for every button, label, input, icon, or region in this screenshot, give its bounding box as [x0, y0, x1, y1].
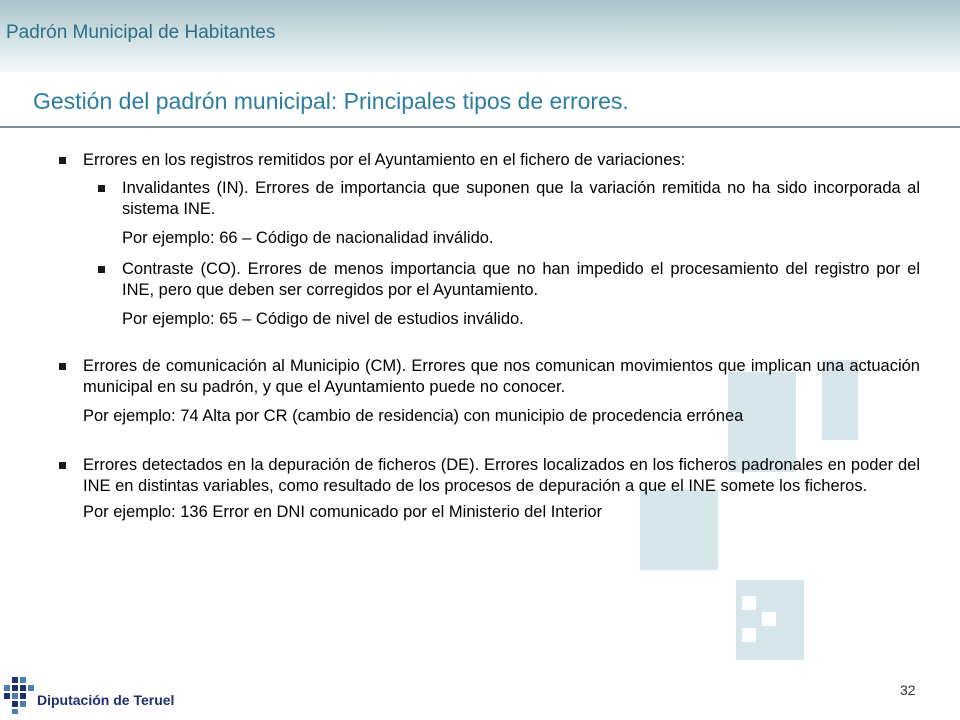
bullet-text: Errores detectados en la depuración de ficheros (DE). Errores localizados en los ficheros padronales en poder del INE en distintas variables, como resultado de los procesos de depuración a que el INE somete los ficheros. [83, 456, 920, 495]
bg-deco-cell [742, 628, 756, 642]
sub-bullet-item [97, 178, 920, 220]
example-text: Por ejemplo: 66 – Código de nacionalidad inválido. [122, 229, 494, 247]
bullet-text: Errores de comunicación al Municipio (CM). Errores que nos comunican movimientos que implican una actuación municipal en su padrón, y que el Ayuntamiento puede no conocer. [83, 357, 920, 396]
content-area [58, 150, 920, 523]
logo-text: Diputación de Teruel [37, 692, 175, 708]
bullet-item [58, 356, 920, 398]
header-title: Padrón Municipal de Habitantes [6, 22, 276, 43]
example-text: Por ejemplo: 74 Alta por CR (cambio de residencia) con municipio de procedencia errónea [83, 407, 744, 425]
bullet-item [58, 150, 920, 171]
bg-deco-cell [742, 596, 756, 610]
sub-bullet-text: Contraste (CO). Errores de menos importancia que no han impedido el procesamiento del registro por el INE, pero que deben ser corregidos por el Ayuntamiento. [122, 260, 920, 299]
diputacion-teruel-logo-icon [2, 675, 36, 715]
square-bullet-icon [59, 363, 66, 370]
square-bullet-icon [59, 462, 66, 469]
square-bullet-icon [98, 185, 105, 192]
square-bullet-icon [98, 266, 105, 273]
sub-bullet-item [97, 259, 920, 301]
title-divider [0, 126, 960, 128]
square-bullet-icon [59, 157, 66, 164]
bullet-text: Errores en los registros remitidos por el Ayuntamiento en el fichero de variaciones: [83, 151, 686, 169]
bg-deco-cell [762, 612, 776, 626]
example-text: Por ejemplo: 65 – Código de nivel de estudios inválido. [122, 310, 524, 328]
slide-title: Gestión del padrón municipal: Principales tipos de errores. [33, 88, 629, 114]
example-text: Por ejemplo: 136 Error en DNI comunicado por el Ministerio del Interior [83, 503, 603, 521]
bullet-item [58, 455, 920, 497]
diputacion-teruel-logo [2, 675, 212, 720]
page-number: 32 [900, 682, 916, 698]
sub-bullet-text: Invalidantes (IN). Errores de importancia que suponen que la variación remitida no ha sido incorporada al sistema INE. [122, 179, 920, 218]
